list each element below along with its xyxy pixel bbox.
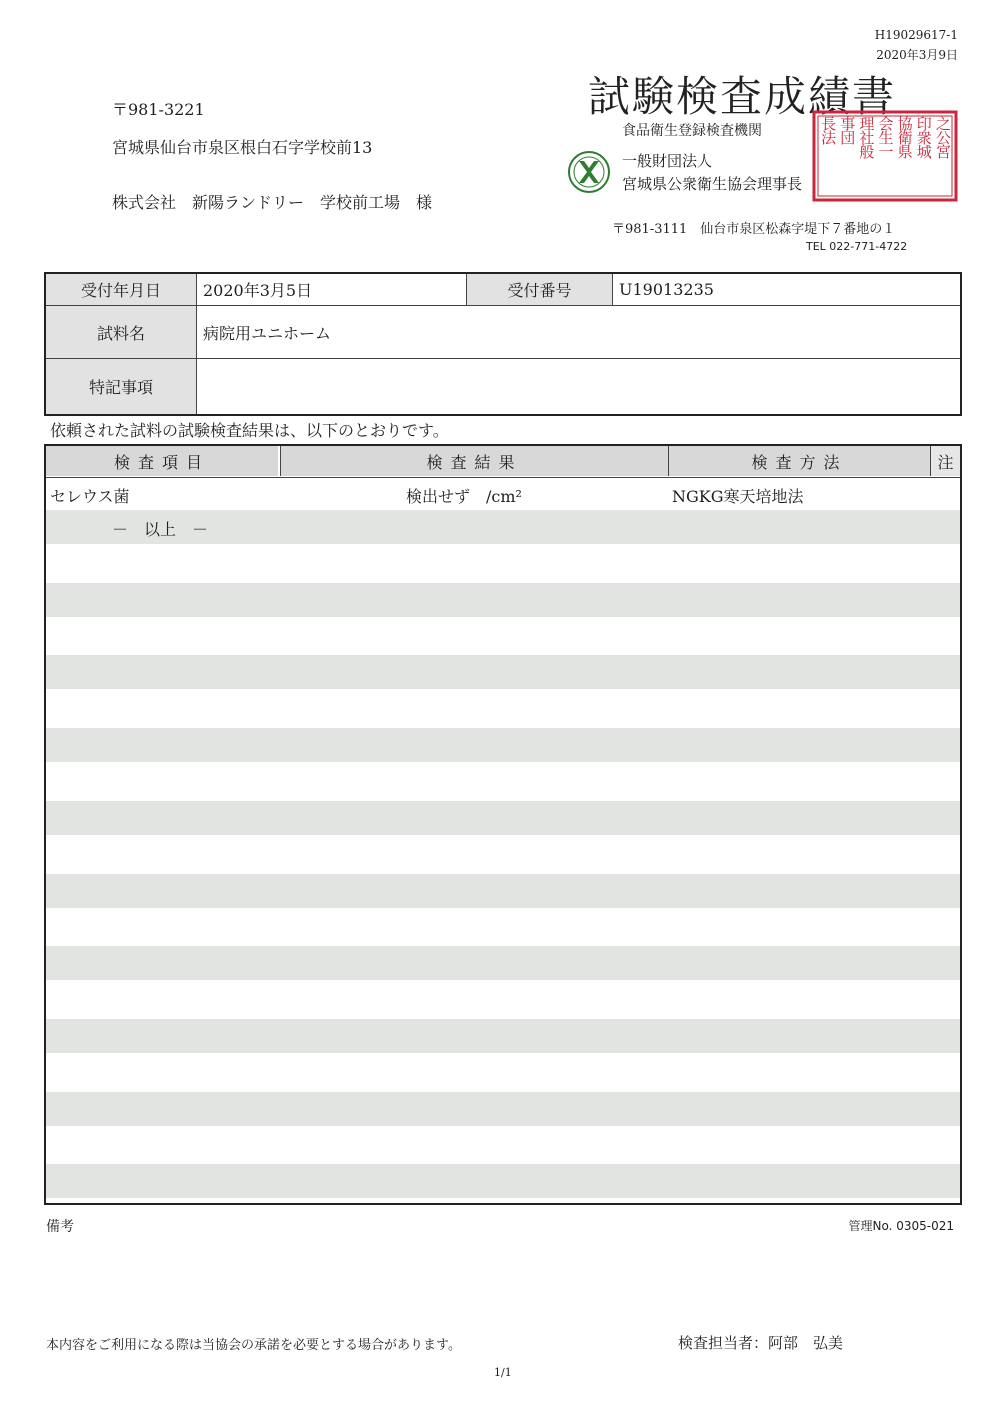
receipt-number-value: U19013235	[612, 274, 960, 305]
recipient-address: 宮城県仙台市泉区根白石字学校前13	[112, 138, 373, 157]
recipient-name: 株式会社 新陽ランドリー 学校前工場 様	[112, 193, 433, 212]
column-header-method: 検査方法	[668, 446, 930, 476]
association-logo-icon	[567, 150, 611, 194]
usage-notice: 本内容をご利用になる際は当協会の承諾を必要とする場合があります。	[46, 1338, 461, 1353]
sample-info-table	[44, 272, 962, 416]
management-number: 管理No. 0305-021	[848, 1219, 954, 1233]
column-header-note: 注	[930, 446, 960, 476]
seal-text-column: 会生一	[876, 116, 895, 158]
issuer-type: 一般財団法人	[622, 152, 713, 170]
row-stripe	[46, 946, 960, 980]
column-header-item: 検査項目	[46, 446, 278, 476]
row-stripe	[46, 1092, 960, 1126]
issuer-phone: TEL 022-771-4722	[806, 240, 908, 253]
inspector-name: 検査担当者：阿部 弘美	[678, 1334, 844, 1352]
result-item-name: セレウス菌	[50, 487, 130, 506]
sample-name-value: 病院用ユニホーム	[196, 305, 960, 358]
page-title: 試験検査成績書	[588, 72, 897, 121]
row-stripe	[46, 583, 960, 617]
remarks-label: 備考	[46, 1219, 74, 1235]
document-id: H19029617-1	[874, 28, 958, 42]
row-stripe	[46, 655, 960, 689]
page-number: 1/1	[494, 1366, 512, 1379]
issuer-registration-label: 食品衛生登録検査機関	[622, 123, 762, 139]
seal-text-column: 長法	[819, 116, 838, 144]
issuer-name: 宮城県公衆衛生協会理事長	[622, 175, 803, 193]
special-notes-value	[196, 358, 960, 414]
result-value: 検出せず /cm²	[406, 487, 522, 506]
results-table	[44, 444, 962, 1205]
row-stripe	[46, 1164, 960, 1198]
recipient-postal-code: 〒981-3221	[112, 100, 205, 119]
results-header-row	[46, 446, 960, 478]
seal-text-column: 印衆城	[914, 116, 933, 158]
received-date-label: 受付年月日	[46, 274, 196, 305]
results-intro-text: 依頼された試料の試験検査結果は、以下のとおりです。	[50, 421, 449, 440]
row-stripe	[46, 874, 960, 908]
seal-text-column: 理社般	[857, 116, 876, 158]
seal-text-column: 協衛県	[895, 116, 914, 158]
result-method: NGKG寒天培地法	[672, 487, 804, 506]
sample-name-label: 試料名	[46, 305, 196, 358]
seal-text-column: 事団	[838, 116, 857, 144]
issuer-address: 〒981-3111 仙台市泉区松森字堤下７番地の１	[612, 222, 896, 237]
received-date-value: 2020年3月5日	[196, 274, 466, 305]
row-stripe	[46, 728, 960, 762]
official-seal-icon	[812, 110, 958, 202]
special-notes-label: 特記事項	[46, 358, 196, 414]
row-stripe	[46, 801, 960, 835]
row-stripe	[46, 1019, 960, 1053]
column-header-result: 検査結果	[280, 446, 668, 476]
receipt-number-label: 受付番号	[466, 274, 612, 305]
end-of-results-mark: － 以上 －	[112, 520, 209, 539]
issue-date: 2020年3月9日	[876, 48, 958, 62]
seal-text-column: 之公宮	[933, 116, 952, 158]
